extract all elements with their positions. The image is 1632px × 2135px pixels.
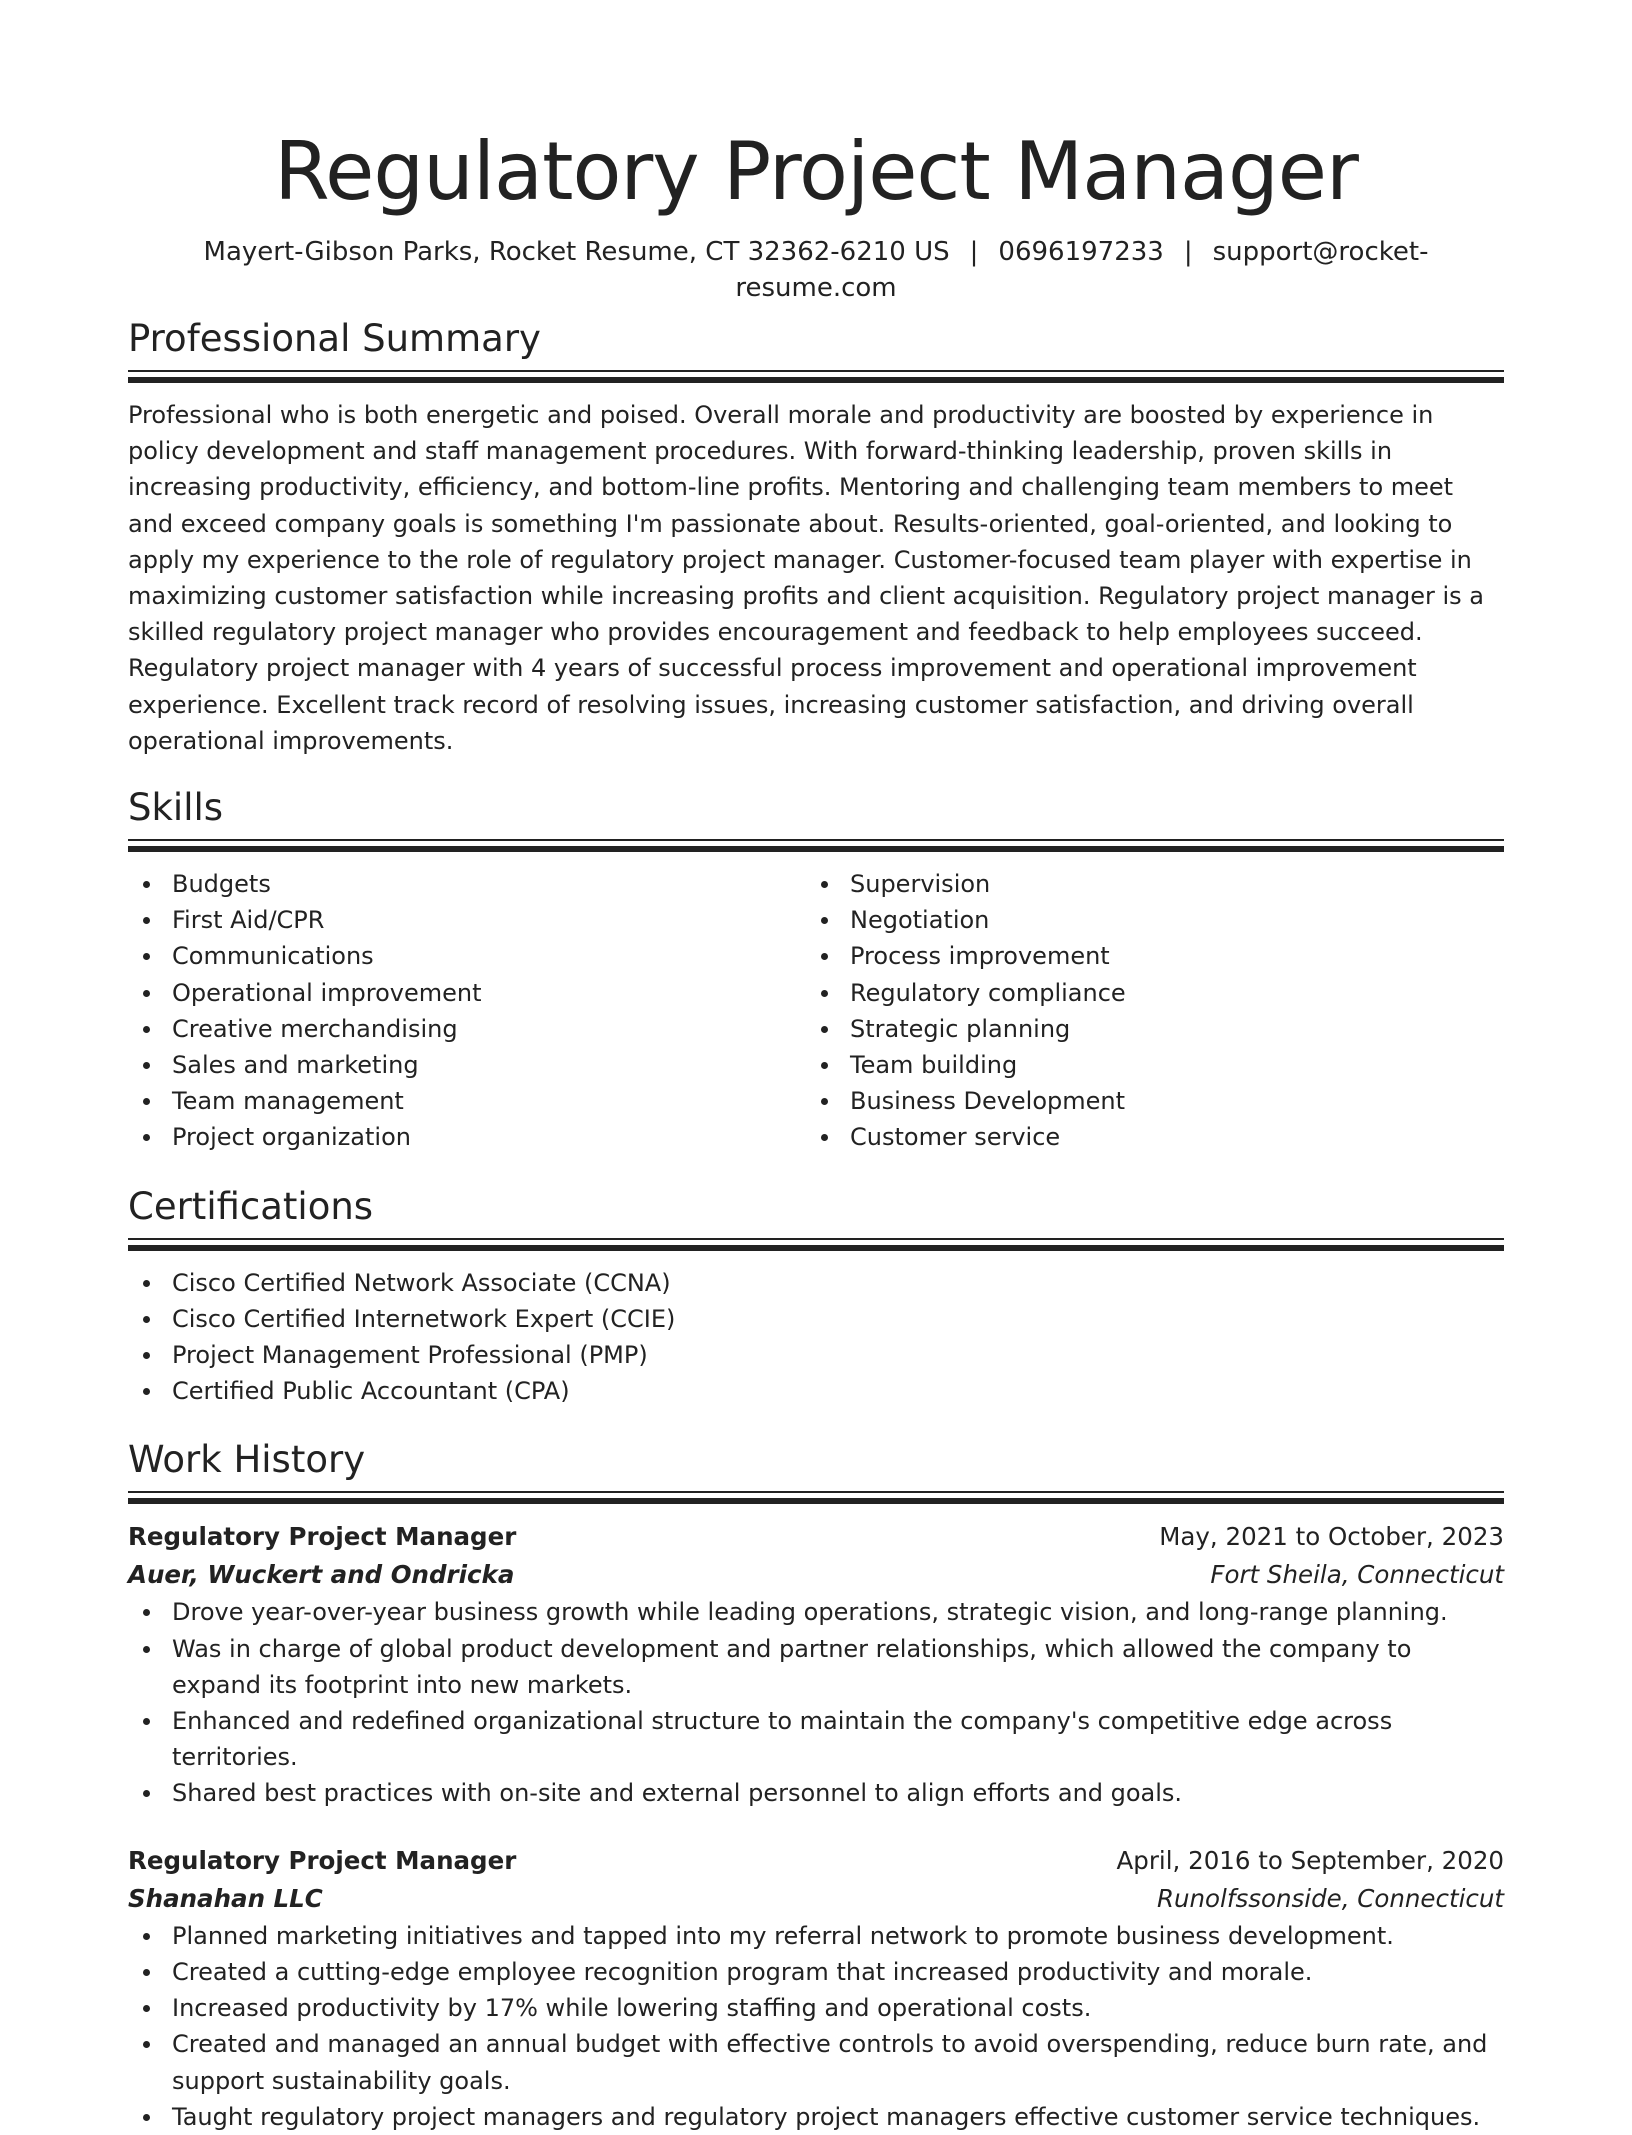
skill-item: Budgets xyxy=(128,866,806,902)
section-title-certifications: Certifications xyxy=(128,1184,374,1228)
skill-item: Supervision xyxy=(806,866,1484,902)
skill-item: First Aid/CPR xyxy=(128,902,806,938)
certification-item: Project Management Professional (PMP) xyxy=(128,1337,1504,1373)
job-company: Shanahan LLC xyxy=(128,1883,323,1913)
contact-separator: | xyxy=(1183,237,1193,267)
skill-item: Regulatory compliance xyxy=(806,975,1484,1011)
job-location: Fort Sheila, Connecticut xyxy=(1210,1560,1504,1590)
resume-name: Regulatory Project Manager xyxy=(274,125,1358,218)
job-entry xyxy=(128,1518,1504,1811)
skill-item: Negotiation xyxy=(806,902,1484,938)
skills-list-right xyxy=(806,866,1484,1156)
contact-address: Mayert-Gibson Parks, Rocket Resume, CT 32362-6210 US xyxy=(203,237,950,267)
certification-item: Certified Public Accountant (CPA) xyxy=(128,1373,1504,1409)
skill-item: Business Development xyxy=(806,1083,1484,1119)
section-divider xyxy=(128,1238,1504,1251)
job-dates: May, 2021 to October, 2023 xyxy=(1159,1522,1504,1552)
skill-item: Communications xyxy=(128,938,806,974)
contact-email[interactable]: support@rocket-resume.com xyxy=(735,237,1429,303)
skill-item: Project organization xyxy=(128,1119,806,1155)
certifications-section xyxy=(128,1184,1504,1410)
job-title: Regulatory Project Manager xyxy=(128,1845,517,1875)
certification-item: Cisco Certified Network Associate (CCNA) xyxy=(128,1265,1504,1301)
resume-page xyxy=(128,0,1504,2135)
contact-line xyxy=(128,234,1504,303)
section-divider xyxy=(128,839,1504,852)
certification-item: Cisco Certified Internetwork Expert (CCIE) xyxy=(128,1301,1504,1337)
skill-item: Process improvement xyxy=(806,938,1484,974)
job-header xyxy=(128,1842,1504,1880)
section-divider xyxy=(128,1491,1504,1504)
contact-separator: | xyxy=(969,237,979,267)
job-entry xyxy=(128,1842,1504,2135)
job-header xyxy=(128,1518,1504,1556)
job-bullet: Created and managed an annual budget with effective controls to avoid overspending, reduce burn rate, and support sustainability goals. xyxy=(128,2026,1504,2098)
skill-item: Strategic planning xyxy=(806,1011,1484,1047)
job-subheader xyxy=(128,1556,1504,1594)
job-bullets xyxy=(128,1594,1504,1811)
certifications-list xyxy=(128,1265,1504,1410)
job-location: Runolfssonside, Connecticut xyxy=(1156,1883,1504,1913)
job-dates: April, 2016 to September, 2020 xyxy=(1116,1845,1504,1875)
skills-list-left xyxy=(128,866,806,1156)
job-bullets xyxy=(128,1918,1504,2135)
skill-item: Operational improvement xyxy=(128,975,806,1011)
skill-item: Team building xyxy=(806,1047,1484,1083)
job-bullet: Created a cutting-edge employee recognition program that increased productivity and morale. xyxy=(128,1954,1504,1990)
skills-columns xyxy=(128,866,1504,1156)
work-history-section xyxy=(128,1437,1504,2134)
job-bullet: Enhanced and redefined organizational structure to maintain the company's competitive edge across territories. xyxy=(128,1703,1504,1775)
job-bullet: Planned marketing initiatives and tapped into my referral network to promote business development. xyxy=(128,1918,1504,1954)
job-bullet: Shared best practices with on-site and external personnel to align efforts and goals. xyxy=(128,1775,1504,1811)
skill-item: Creative merchandising xyxy=(128,1011,806,1047)
job-subheader xyxy=(128,1880,1504,1918)
job-bullet: Taught regulatory project managers and regulatory project managers effective customer service techniques. xyxy=(128,2099,1504,2135)
contact-phone: 0696197233 xyxy=(998,237,1164,267)
job-bullet: Increased productivity by 17% while lowering staffing and operational costs. xyxy=(128,1990,1504,2026)
job-title: Regulatory Project Manager xyxy=(128,1522,517,1552)
section-title-skills: Skills xyxy=(128,786,224,830)
summary-section xyxy=(128,316,1504,759)
job-bullet: Was in charge of global product development and partner relationships, which allowed the company to expand its footprint into new markets. xyxy=(128,1631,1504,1703)
skills-section xyxy=(128,785,1504,1156)
job-company: Auer, Wuckert and Ondricka xyxy=(128,1560,515,1590)
skill-item: Sales and marketing xyxy=(128,1047,806,1083)
section-title-work-history: Work History xyxy=(128,1438,366,1482)
skill-item: Customer service xyxy=(806,1119,1484,1155)
skill-item: Team management xyxy=(128,1083,806,1119)
job-bullet: Drove year-over-year business growth while leading operations, strategic vision, and long-range planning. xyxy=(128,1594,1504,1630)
summary-text: Professional who is both energetic and poised. Overall morale and productivity are boosted by experience in policy development and staff management procedures. With forward-thinking leadership, proven skills in increasing productivity, efficiency, and bottom-line profits. Mentoring and challenging team members to meet and exceed company goals is something I'm passionate about. Results-oriented, goal-oriented, and looking to apply my experience to the role of regulatory project manager. Customer-focused team player with expertise in maximizing customer satisfaction while increasing profits and client acquisition. Regulatory project manager is a skilled regulatory project manager who provides encouragement and feedback to help employees succeed. Regulatory project manager with 4 years of successful process improvement and operational improvement experience. Excellent track record of resolving issues, increasing customer satisfaction, and driving overall operational improvements. xyxy=(128,401,1485,755)
section-title-summary: Professional Summary xyxy=(128,317,541,360)
section-divider xyxy=(128,370,1504,383)
